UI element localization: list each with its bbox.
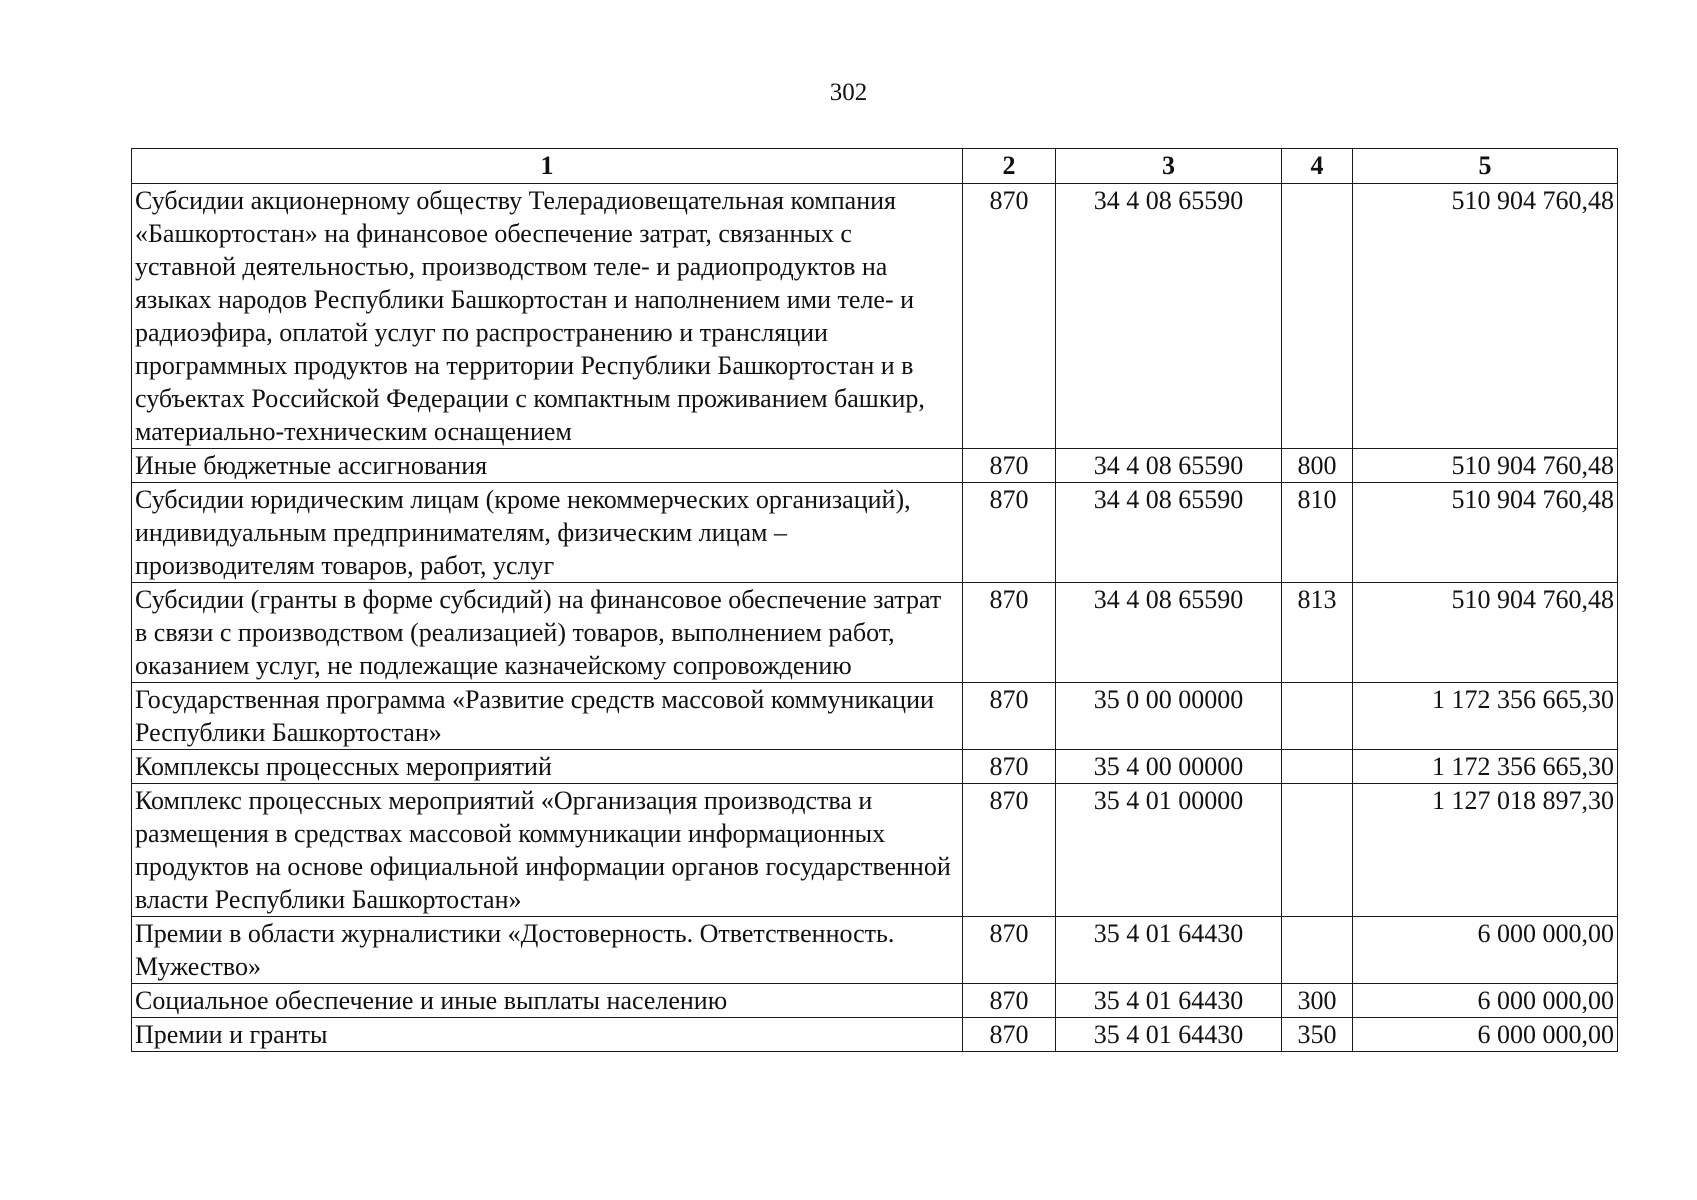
row-target-article: 35 4 01 64430 xyxy=(1056,917,1282,984)
column-header: 5 xyxy=(1353,149,1618,184)
row-target-article: 34 4 08 65590 xyxy=(1056,449,1282,483)
row-amount: 1 172 356 665,30 xyxy=(1353,750,1618,784)
row-name: Премии в области журналистики «Достоверность. Ответственность. Мужество» xyxy=(132,917,963,984)
row-name: Социальное обеспечение и иные выплаты населению xyxy=(132,984,963,1018)
row-amount: 510 904 760,48 xyxy=(1353,184,1618,449)
row-expense-type xyxy=(1282,917,1353,984)
row-ministry-code: 870 xyxy=(963,683,1056,750)
row-expense-type xyxy=(1282,683,1353,750)
row-amount: 6 000 000,00 xyxy=(1353,1018,1618,1052)
row-amount: 1 127 018 897,30 xyxy=(1353,784,1618,917)
row-name: Комплекс процессных мероприятий «Организация производства и размещения в средствах массовой коммуникации информационных продуктов на основе официальной информации органов государственной власти Республики Башкортостан» xyxy=(132,784,963,917)
row-ministry-code: 870 xyxy=(963,984,1056,1018)
row-ministry-code: 870 xyxy=(963,917,1056,984)
row-amount: 510 904 760,48 xyxy=(1353,449,1618,483)
table-row xyxy=(132,784,1618,917)
table-row xyxy=(132,984,1618,1018)
table-row xyxy=(132,683,1618,750)
row-name: Субсидии (гранты в форме субсидий) на финансовое обеспечение затрат в связи с производством (реализацией) товаров, выполнением работ, оказанием услуг, не подлежащие казначейскому сопровождению xyxy=(132,583,963,683)
row-expense-type xyxy=(1282,784,1353,917)
row-name: Премии и гранты xyxy=(132,1018,963,1052)
row-expense-type: 813 xyxy=(1282,583,1353,683)
row-target-article: 35 0 00 00000 xyxy=(1056,683,1282,750)
table-row xyxy=(132,583,1618,683)
column-header: 1 xyxy=(132,149,963,184)
column-header: 4 xyxy=(1282,149,1353,184)
row-target-article: 35 4 01 64430 xyxy=(1056,1018,1282,1052)
row-target-article: 34 4 08 65590 xyxy=(1056,483,1282,583)
row-ministry-code: 870 xyxy=(963,184,1056,449)
table-row xyxy=(132,449,1618,483)
row-expense-type: 810 xyxy=(1282,483,1353,583)
row-expense-type: 350 xyxy=(1282,1018,1353,1052)
row-amount: 510 904 760,48 xyxy=(1353,483,1618,583)
column-header: 3 xyxy=(1056,149,1282,184)
row-amount: 1 172 356 665,30 xyxy=(1353,683,1618,750)
page-number: 302 xyxy=(829,79,868,106)
table-header-row xyxy=(132,149,1618,184)
row-name: Субсидии акционерному обществу Телерадиовещательная компания «Башкортостан» на финансовое обеспечение затрат, связанных с уставной деятельностью, производством теле- и радиопродуктов на языках народов Республики Башкортостан и наполнением ими теле- и радиоэфира, оплатой услуг по распространению и трансляции программных продуктов на территории Республики Башкортостан и в субъектах Российской Федерации с компактным проживанием башкир, материально-техническим оснащением xyxy=(132,184,963,449)
row-ministry-code: 870 xyxy=(963,583,1056,683)
row-amount: 6 000 000,00 xyxy=(1353,917,1618,984)
row-target-article: 35 4 00 00000 xyxy=(1056,750,1282,784)
row-target-article: 34 4 08 65590 xyxy=(1056,184,1282,449)
row-expense-type xyxy=(1282,184,1353,449)
budget-table xyxy=(131,148,1618,1052)
row-target-article: 34 4 08 65590 xyxy=(1056,583,1282,683)
table-row xyxy=(132,750,1618,784)
row-ministry-code: 870 xyxy=(963,449,1056,483)
row-expense-type xyxy=(1282,750,1353,784)
row-name: Субсидии юридическим лицам (кроме некоммерческих организаций), индивидуальным предпринимателям, физическим лицам – производителям товаров, работ, услуг xyxy=(132,483,963,583)
row-ministry-code: 870 xyxy=(963,784,1056,917)
row-target-article: 35 4 01 00000 xyxy=(1056,784,1282,917)
row-ministry-code: 870 xyxy=(963,483,1056,583)
row-name: Государственная программа «Развитие средств массовой коммуникации Республики Башкортостан» xyxy=(132,683,963,750)
row-ministry-code: 870 xyxy=(963,750,1056,784)
row-expense-type: 800 xyxy=(1282,449,1353,483)
row-expense-type: 300 xyxy=(1282,984,1353,1018)
row-target-article: 35 4 01 64430 xyxy=(1056,984,1282,1018)
table-row xyxy=(132,917,1618,984)
row-amount: 6 000 000,00 xyxy=(1353,984,1618,1018)
table-row xyxy=(132,483,1618,583)
row-amount: 510 904 760,48 xyxy=(1353,583,1618,683)
row-name: Иные бюджетные ассигнования xyxy=(132,449,963,483)
table-row xyxy=(132,184,1618,449)
row-ministry-code: 870 xyxy=(963,1018,1056,1052)
row-name: Комплексы процессных мероприятий xyxy=(132,750,963,784)
column-header: 2 xyxy=(963,149,1056,184)
table-row xyxy=(132,1018,1618,1052)
